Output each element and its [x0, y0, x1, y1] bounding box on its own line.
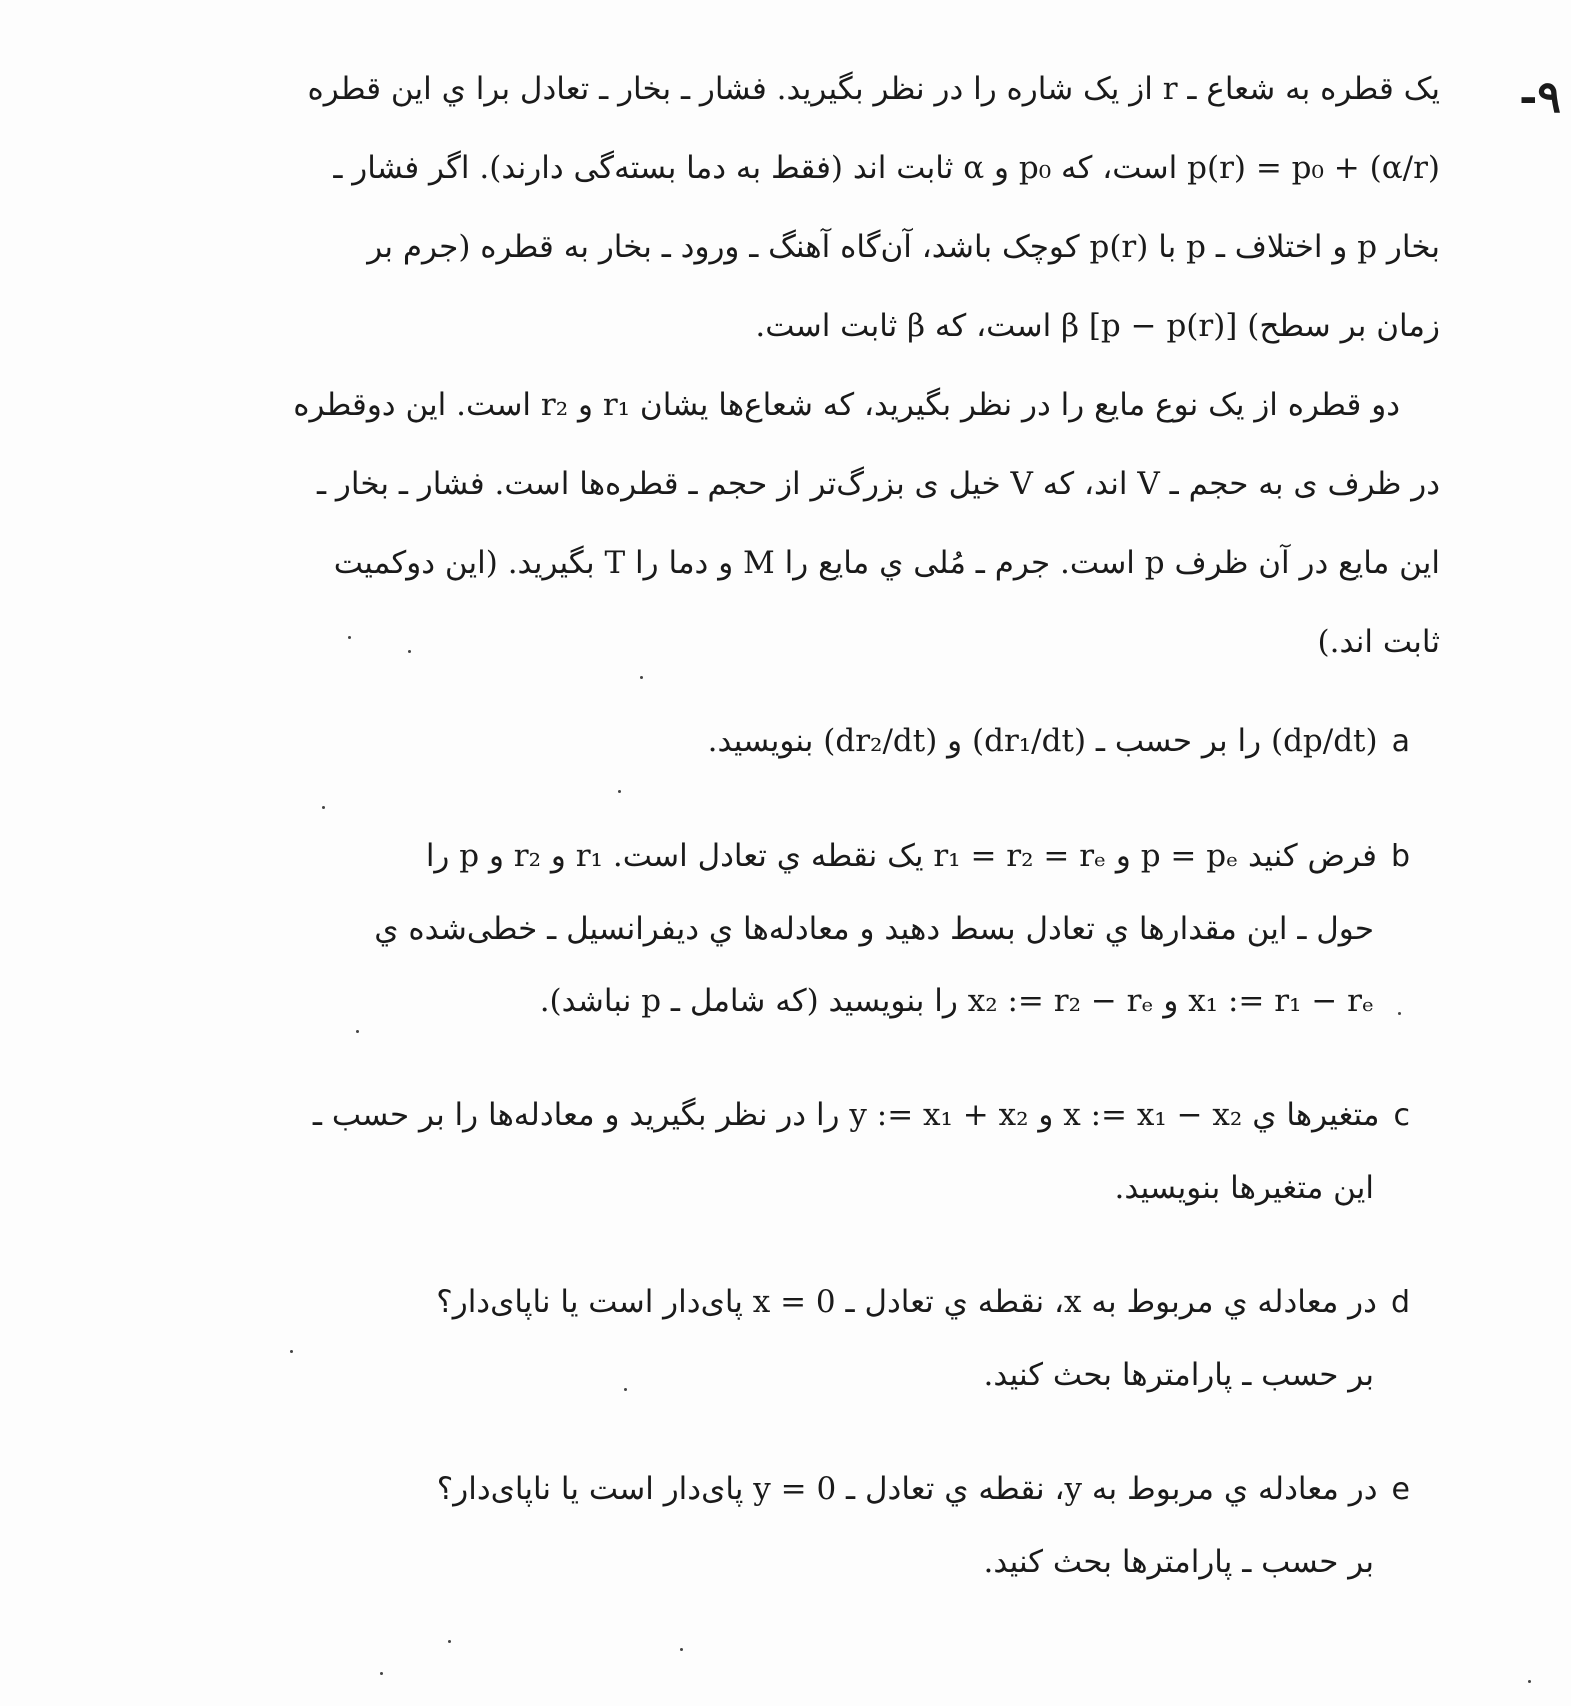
scan-speck: [448, 1640, 451, 1643]
part-line: x₁ := r₁ − rₑ و x₂ := r₂ − rₑ را بنویسید (که شامل ـ p نباشد).: [539, 983, 1374, 1019]
intro-line: زمان بر سطح) β [p − p(r)] است، که β ثابت است.: [755, 308, 1440, 344]
part-line: [130, 1079, 1410, 1152]
part-line: حول ـ این مقدارها ي تعادل بسط دهید و معادله‌ها ي دیفرانسیل ـ خطی‌شده ي: [374, 911, 1374, 947]
part-d: [130, 1266, 1410, 1411]
part-letter: a: [1391, 724, 1410, 759]
scan-speck: [356, 1030, 359, 1033]
setup-line: دو قطره از یک نوع مایع را در نظر بگیرید، که شعاع‌ها یشان r₁ و r₂ است. این دوقطره: [293, 387, 1400, 423]
problem-parts: [130, 705, 1410, 1640]
scan-speck: [408, 650, 411, 653]
part-c: [130, 1079, 1410, 1224]
scan-speck: [1398, 1012, 1401, 1015]
setup-line: ثابت اند.): [1317, 624, 1440, 660]
part-b: [130, 820, 1410, 1037]
intro-line: بخار p و اختلاف ـ p با p(r) کوچک باشد، آن‌گاه آهنگ ـ ورود ـ بخار به قطره (جرم بر: [367, 229, 1440, 265]
part-e: [130, 1453, 1410, 1598]
part-letter: b: [1390, 839, 1410, 874]
scan-speck: [680, 1648, 683, 1651]
scan-speck: [322, 806, 325, 809]
scan-speck: [624, 1388, 627, 1391]
scan-speck: [1528, 1680, 1531, 1683]
scan-speck: [348, 636, 351, 639]
part-letter: e: [1391, 1472, 1410, 1507]
problem-intro: [130, 50, 1440, 366]
part-line: [130, 1266, 1410, 1339]
part-line: [130, 705, 1410, 778]
problem-setup: [130, 366, 1440, 682]
scan-speck: [380, 1672, 383, 1675]
part-line: بر حسب ـ پارامترها بحث کنید.: [983, 1357, 1374, 1393]
part-text: در معادله ي مربوط به y، نقطه ي تعادل ـ y = 0 پای‌دار است یا ناپای‌دار؟: [436, 1471, 1378, 1507]
part-line: [130, 820, 1410, 893]
part-line: این متغیرها بنویسید.: [1114, 1170, 1374, 1206]
scan-speck: [618, 790, 621, 793]
intro-line: یک قطره به شعاع ـ r از یک شاره را در نظر بگیرید. فشار ـ بخار ـ تعادل برا ي این قطره: [307, 71, 1440, 107]
problem-number: ۹-: [1519, 72, 1561, 123]
scan-speck: [290, 1350, 293, 1353]
part-line: بر حسب ـ پارامترها بحث کنید.: [983, 1544, 1374, 1580]
intro-line: p(r) = p₀ + (α/r) است، که p₀ و α ثابت اند (فقط به دما بسته‌گی دارند). اگر فشار ـ: [333, 150, 1440, 186]
part-text: (dp/dt) را بر حسب ـ (dr₁/dt) و (dr₂/dt) بنویسید.: [707, 723, 1378, 759]
part-a: [130, 705, 1410, 778]
scan-speck: [640, 676, 643, 679]
setup-line: این مایع در آن ظرف p است. جرم ـ مُلی ي مایع را M و دما را T بگیرید. (این دوکمیت: [333, 545, 1440, 581]
part-text: در معادله ي مربوط به x، نقطه ي تعادل ـ x = 0 پای‌دار است یا ناپای‌دار؟: [436, 1284, 1377, 1320]
setup-line: در ظرف ی به حجم ـ V اند، که V خیل ی بزرگ‌تر از حجم ـ قطره‌ها است. فشار ـ بخار ـ: [316, 466, 1440, 502]
part-letter: c: [1393, 1098, 1410, 1133]
part-letter: d: [1390, 1285, 1410, 1320]
part-line: [130, 1453, 1410, 1526]
part-text: فرض کنید p = pₑ و r₁ = r₂ = rₑ یک نقطه ي تعادل است. r₁ و r₂ و p را: [425, 838, 1377, 874]
part-text: متغیرها ي x := x₁ − x₂ و y := x₁ + x₂ را در نظر بگیرید و معادله‌ها را بر حسب ـ: [312, 1097, 1380, 1133]
